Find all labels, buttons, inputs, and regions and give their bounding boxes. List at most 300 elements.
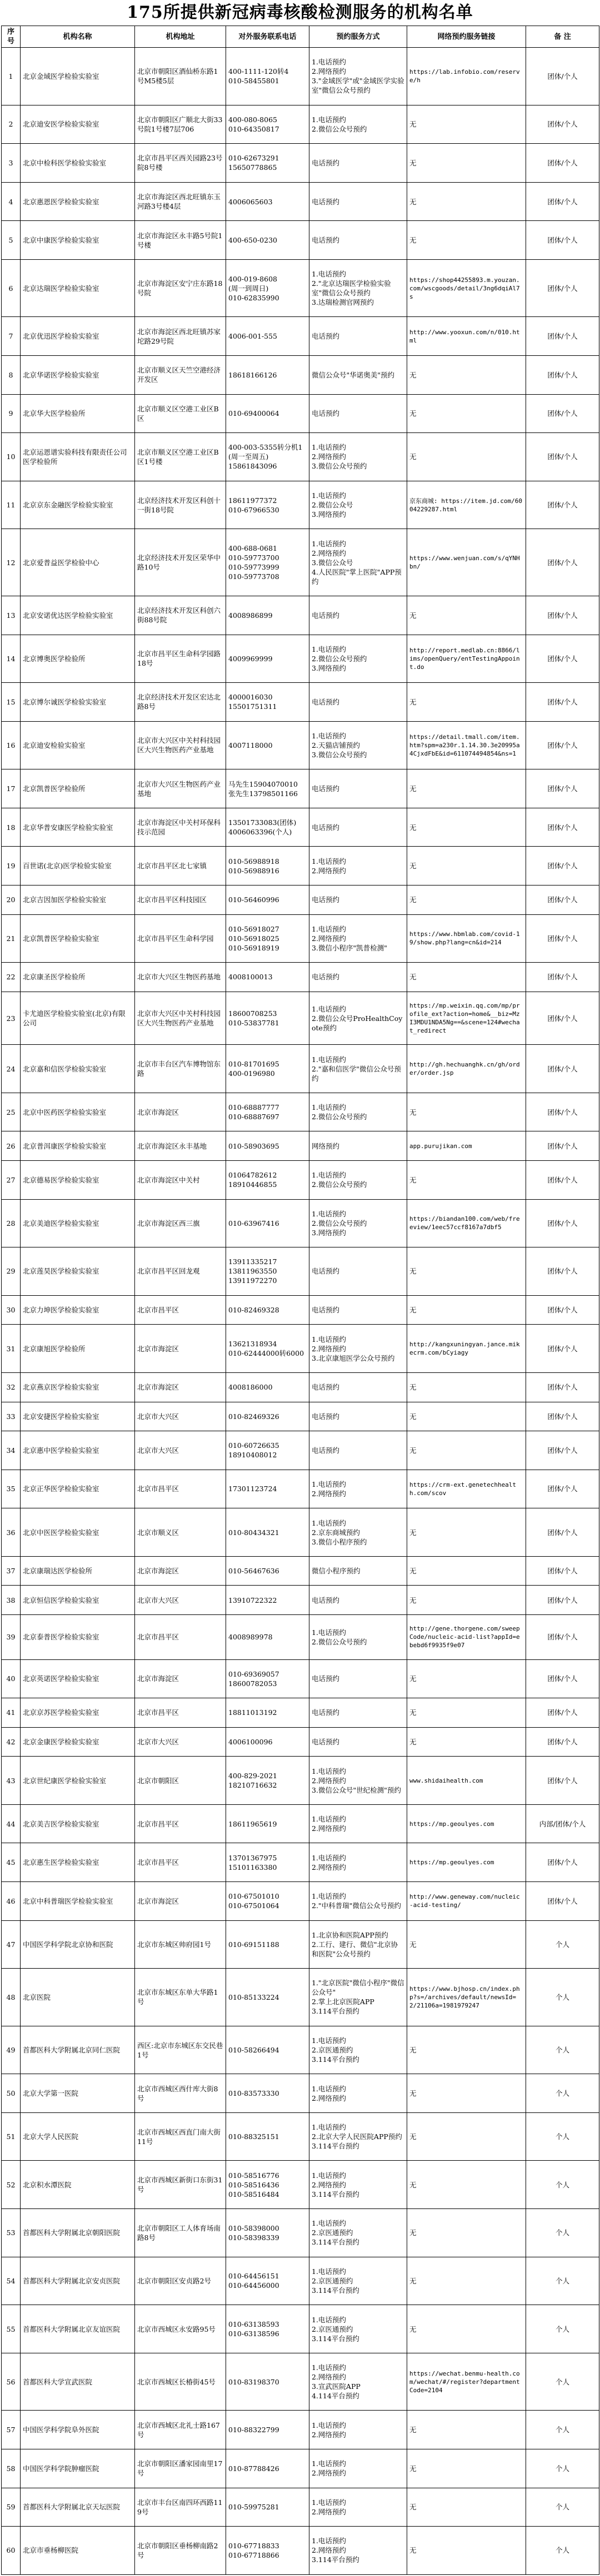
cell-method-line: 电话预约	[312, 1383, 340, 1392]
cell-method	[309, 1508, 407, 1557]
cell-phone-line: 010-56918025	[228, 934, 279, 943]
cell-link[interactable]: https://mp.geoulyes.com	[407, 1843, 526, 1882]
cell-no: 50	[2, 2074, 21, 2113]
cell-note: 团体/个人	[526, 683, 599, 722]
cell-note: 团体/个人	[526, 1727, 599, 1757]
cell-method	[309, 1295, 407, 1325]
cell-address: 北京市昌平区生命科学园	[135, 914, 226, 963]
table-row	[2, 1508, 599, 1557]
cell-phone-line: 15650778865	[228, 163, 277, 172]
cell-no: 24	[2, 1045, 21, 1093]
cell-phone-line: 400-080-8065	[228, 115, 277, 124]
cell-address: 北京市西城区北礼士路167号	[135, 2411, 226, 2449]
cell-phone	[226, 1882, 309, 1921]
cell-address: 北京市西城区长椿街45号	[135, 2353, 226, 2411]
cell-method-line: 1.电话预约	[312, 1480, 346, 1488]
cell-no: 37	[2, 1556, 21, 1586]
cell-name: 北京华大医学检验所	[21, 394, 135, 433]
cell-phone-line: 18611977372	[228, 496, 277, 505]
cell-phone	[226, 259, 309, 317]
table-row	[2, 1920, 599, 1969]
cell-method	[309, 769, 407, 808]
cell-link: 无	[407, 2257, 526, 2305]
table-row	[2, 992, 599, 1045]
cell-no: 46	[2, 1882, 21, 1921]
table-row	[2, 1843, 599, 1882]
header-no: 序号	[2, 26, 21, 48]
cell-no: 10	[2, 433, 21, 481]
cell-no: 56	[2, 2353, 21, 2411]
cell-note: 团体/个人	[526, 221, 599, 260]
cell-method-line: 3.114平台预约	[312, 2238, 359, 2247]
cell-method-line: 2.微信公众号预约	[312, 1180, 367, 1189]
cell-link: 无	[407, 1920, 526, 1969]
cell-note: 团体/个人	[526, 992, 599, 1045]
cell-link: 无	[407, 182, 526, 221]
cell-method	[309, 1659, 407, 1698]
cell-phone-line: 010-64456151	[228, 2272, 279, 2281]
cell-note: 个人	[526, 1969, 599, 2026]
cell-phone-line: 010-88325151	[228, 2132, 279, 2141]
cell-name: 北京金康医学检验实验室	[21, 1727, 135, 1757]
cell-address: 北京市西城区永安路95号	[135, 2305, 226, 2353]
cell-link[interactable]: https://www.hbmlab.com/covid-19/show.php?lang=cn&id=214	[407, 914, 526, 963]
cell-note: 团体/个人	[526, 529, 599, 596]
cell-address: 北京市海淀区中关村环保科技示范园	[135, 808, 226, 847]
cell-note: 团体/个人	[526, 1131, 599, 1161]
cell-method-line: 2.网络预约	[312, 1776, 346, 1785]
cell-method-line: 1.电话预约	[312, 2421, 346, 2429]
table-row	[2, 963, 599, 992]
cell-address: 北京市海淀区	[135, 1556, 226, 1586]
table-row	[2, 2209, 599, 2257]
cell-link[interactable]: www.shidaihealth.com	[407, 1757, 526, 1805]
cell-method-line: 电话预约	[312, 1596, 340, 1604]
cell-link[interactable]: http://gh.hechuanghk.cn/gh/order/order.jsp	[407, 1045, 526, 1093]
cell-method	[309, 259, 407, 317]
cell-name: 北京英诺医学检验实验室	[21, 1659, 135, 1698]
cell-link[interactable]: http://gene.thorgene.com/sweepCode/nucleic-acid-list?appId=ebebd6f9935f9e07	[407, 1614, 526, 1659]
table-row	[2, 1402, 599, 1431]
cell-method	[309, 1161, 407, 1200]
cell-note: 团体/个人	[526, 356, 599, 395]
cell-link[interactable]: https://shop44255893.m.youzan.com/wscgoods/detail/3ng6dqiAl7s	[407, 259, 526, 317]
cell-link: 无	[407, 1247, 526, 1296]
cell-method-line: 3.114平台预约	[312, 2055, 359, 2064]
cell-phone	[226, 1969, 309, 2026]
table-row	[2, 1131, 599, 1161]
cell-no: 11	[2, 481, 21, 529]
cell-method-line: 1.电话预约	[312, 270, 346, 279]
cell-address: 北京市朝阳区垂杨柳南路2号	[135, 2527, 226, 2575]
cell-address: 北京市丰台区汽车博物馆东路	[135, 1045, 226, 1093]
cell-phone-line: 4006-001-555	[228, 332, 277, 341]
cell-method-line: 2.京医通预约	[312, 2276, 353, 2285]
cell-phone-line: 010-62444000转6000	[228, 1349, 304, 1358]
table-row	[2, 481, 599, 529]
cell-phone	[226, 1247, 309, 1296]
cell-address: 北京市海淀区	[135, 1093, 226, 1131]
cell-phone-line: 4000016030	[228, 693, 273, 702]
cell-method-line: 2.工行、建行、微信"北京协和医院"公众号预约	[312, 1940, 398, 1958]
cell-note: 个人	[526, 2257, 599, 2305]
table-row	[2, 721, 599, 769]
cell-method-line: 1.北京协和医院APP预约	[312, 1930, 388, 1939]
cell-address: 北京市朝阳区酒仙桥东路1号M5楼5层	[135, 48, 226, 105]
cell-method	[309, 914, 407, 963]
cell-note: 团体/个人	[526, 721, 599, 769]
cell-link[interactable]: app.purujikan.com	[407, 1131, 526, 1161]
cell-phone	[226, 144, 309, 183]
cell-note: 个人	[526, 2488, 599, 2527]
cell-phone-line: 010-59773700	[228, 554, 279, 562]
cell-no: 13	[2, 596, 21, 635]
cell-phone	[226, 2161, 309, 2209]
cell-phone	[226, 1920, 309, 1969]
cell-no: 43	[2, 1757, 21, 1805]
cell-phone	[226, 2305, 309, 2353]
cell-method	[309, 721, 407, 769]
cell-method	[309, 1402, 407, 1431]
cell-phone	[226, 1161, 309, 1200]
cell-phone-line: 18611965619	[228, 1819, 277, 1828]
cell-no: 14	[2, 635, 21, 683]
cell-phone	[226, 1093, 309, 1131]
cell-method-line: 3.微信公众号预约	[312, 750, 367, 759]
table-row	[2, 885, 599, 914]
cell-phone	[226, 2449, 309, 2488]
cell-no: 54	[2, 2257, 21, 2305]
cell-phone-line: 400-003-5355转分机1	[228, 443, 303, 452]
cell-name: 北京运恩谱实验科技有限责任公司医学检验所	[21, 433, 135, 481]
cell-method-line: 3.微信公众号"世纪检测"预约	[312, 1785, 401, 1794]
cell-method	[309, 529, 407, 596]
cell-note: 团体/个人	[526, 1843, 599, 1882]
cell-name: 北京博尔诚医学检验实验室	[21, 683, 135, 722]
cell-phone	[226, 48, 309, 105]
cell-method	[309, 394, 407, 433]
table-row	[2, 847, 599, 886]
cell-phone-line: 400-650-0230	[228, 236, 277, 245]
cell-method	[309, 2074, 407, 2113]
cell-phone-line: 010-88322799	[228, 2426, 279, 2434]
cell-note: 个人	[526, 2305, 599, 2353]
cell-method-line: 2.京医通预约	[312, 2228, 353, 2237]
cell-phone-line: 4008100013	[228, 973, 273, 982]
cell-method-line: 2.网络预约	[312, 934, 346, 943]
cell-no: 29	[2, 1247, 21, 1296]
cell-no: 60	[2, 2527, 21, 2575]
cell-method-line: 1.电话预约	[312, 491, 346, 500]
cell-phone-line: 010-56467636	[228, 1567, 279, 1576]
cell-method-line: 电话预约	[312, 784, 340, 793]
cell-method	[309, 1920, 407, 1969]
cell-method-line: 3.网络预约	[312, 1228, 346, 1237]
cell-name: 北京康旭医学检验所	[21, 1325, 135, 1373]
cell-phone	[226, 221, 309, 260]
cell-link[interactable]: http://www.geneway.com/nucleic-acid-testing/	[407, 1882, 526, 1921]
cell-link[interactable]: https://mp.geoulyes.com	[407, 1804, 526, 1843]
cell-phone	[226, 1470, 309, 1508]
cell-no: 40	[2, 1659, 21, 1698]
cell-name: 首都医科大学宣武医院	[21, 2353, 135, 2411]
cell-phone-line: 13911972270	[228, 1276, 277, 1285]
cell-no: 39	[2, 1614, 21, 1659]
cell-phone	[226, 182, 309, 221]
cell-phone	[226, 635, 309, 683]
cell-method-line: 微信公众号"华诺奥美"预约	[312, 370, 394, 379]
cell-phone-line: 010-81701695	[228, 1060, 279, 1069]
cell-phone	[226, 596, 309, 635]
cell-note: 团体/个人	[526, 1295, 599, 1325]
cell-method	[309, 992, 407, 1045]
cell-method	[309, 2305, 407, 2353]
cell-phone	[226, 1727, 309, 1757]
cell-phone	[226, 1659, 309, 1698]
cell-name: 中国医学科学院肿瘤医院	[21, 2449, 135, 2488]
cell-address: 北京市东城区帅府园1号	[135, 1920, 226, 1969]
cell-method-line: 1.电话预约	[312, 1518, 346, 1527]
cell-note: 团体/个人	[526, 1247, 599, 1296]
cell-phone	[226, 1698, 309, 1728]
cell-method	[309, 48, 407, 105]
cell-note: 团体/个人	[526, 1586, 599, 1615]
cell-method-line: 1."北京医院"微信小程序"微信公众号"	[312, 1979, 404, 1997]
cell-link[interactable]: 京东商城: https://item.jd.com/6004229287.html	[407, 481, 526, 529]
cell-method	[309, 144, 407, 183]
cell-link[interactable]: https://lab.infobio.com/reserve/h	[407, 48, 526, 105]
cell-method-line: 1.电话预约	[312, 1055, 346, 1064]
cell-link: 无	[407, 1586, 526, 1615]
cell-no: 2	[2, 105, 21, 144]
cell-method-line: 3.宣武医院APP	[312, 2382, 361, 2391]
cell-name: 北京惠中医学检验实验室	[21, 1431, 135, 1470]
cell-name: 中国医学科学院北京协和医院	[21, 1920, 135, 1969]
cell-link[interactable]: http://kangxuningyan.jance.mikecrm.com/bCyiagy	[407, 1325, 526, 1373]
cell-link: 无	[407, 2305, 526, 2353]
cell-method	[309, 1556, 407, 1586]
cell-link: 无	[407, 2074, 526, 2113]
header-phone: 对外服务联系电话	[226, 26, 309, 48]
cell-note: 个人	[526, 2074, 599, 2113]
cell-phone	[226, 2488, 309, 2527]
cell-method	[309, 1247, 407, 1296]
cell-link: 无	[407, 2488, 526, 2527]
cell-note: 团体/个人	[526, 1402, 599, 1431]
cell-phone-line: 4007118000	[228, 741, 273, 749]
cell-phone	[226, 1431, 309, 1470]
cell-note: 团体/个人	[526, 48, 599, 105]
cell-address: 北京市海淀区中关村	[135, 1161, 226, 1200]
cell-link[interactable]: https://www.bjhosp.cn/index.php?s=/archives/default/newsId=2/21106a=1981979247	[407, 1969, 526, 2026]
cell-no: 47	[2, 1920, 21, 1969]
cell-phone	[226, 769, 309, 808]
cell-note: 团体/个人	[526, 847, 599, 886]
cell-phone-line: 15101163380	[228, 1863, 277, 1871]
cell-name: 北京迪安医学检验实验室	[21, 105, 135, 144]
cell-address: 北京市海淀区	[135, 1325, 226, 1373]
cell-phone-line: 010-58516776	[228, 2171, 279, 2180]
cell-no: 17	[2, 769, 21, 808]
cell-link: 无	[407, 394, 526, 433]
cell-phone	[226, 847, 309, 886]
cell-method-line: 电话预约	[312, 973, 340, 982]
cell-note: 团体/个人	[526, 182, 599, 221]
cell-method-line: 3.114平台预约	[312, 2286, 359, 2295]
cell-no: 1	[2, 48, 21, 105]
cell-method-line: 2.网络预约	[312, 452, 346, 461]
cell-method-line: 电话预约	[312, 895, 340, 904]
cell-name: 北京惠恩医学检验实验室	[21, 182, 135, 221]
header-method: 预约服务方式	[309, 26, 407, 48]
cell-method-line: 1.电话预约	[312, 1209, 346, 1218]
cell-link[interactable]: https://mp.weixin.qq.com/mp/profile_ext?action=home&__biz=MzI3MDU1NDA5Ng==&scene=124#wechat_redirect	[407, 992, 526, 1045]
cell-phone-line: 400-688-0681	[228, 544, 277, 553]
table-row	[2, 2074, 599, 2113]
cell-method-line: 微信小程序预约	[312, 1567, 361, 1576]
cell-link: 无	[407, 2112, 526, 2161]
cell-name: 北京燕京医学检验实验室	[21, 1372, 135, 1402]
cell-link[interactable]: https://detail.tmall.com/item.htm?spm=a230r.1.14.30.3e20995a4CjxdFbE&id=611074494854&ns=1	[407, 721, 526, 769]
cell-method-line: 1.电话预约	[312, 2084, 346, 2093]
cell-note: 团体/个人	[526, 1199, 599, 1247]
cell-phone	[226, 1757, 309, 1805]
cell-phone-line: 010-82469326	[228, 1412, 279, 1421]
cell-phone	[226, 808, 309, 847]
cell-method-line: 电话预约	[312, 1412, 340, 1421]
cell-method	[309, 1614, 407, 1659]
cell-note: 团体/个人	[526, 433, 599, 481]
cell-note: 个人	[526, 2112, 599, 2161]
cell-name: 北京泰普医学检验实验室	[21, 1614, 135, 1659]
cell-name: 北京美吉医学检验实验室	[21, 1804, 135, 1843]
cell-name: 首都医科大学附属北京友谊医院	[21, 2305, 135, 2353]
cell-address: 北京市顺义区空港工业区B区1号楼	[135, 433, 226, 481]
cell-name: 北京嘉和信医学检验实验室	[21, 1045, 135, 1093]
cell-phone-line: 010-58398339	[228, 2233, 279, 2242]
header-note: 备 注	[526, 26, 599, 48]
cell-address: 北京市东城区东单大华路1号	[135, 1969, 226, 2026]
cell-address: 北京经济技术开发区荣华中路10号	[135, 529, 226, 596]
cell-no: 31	[2, 1325, 21, 1373]
cell-method-line: 3."金域医学"或"金域医学实验室"微信公众号预约	[312, 77, 404, 95]
cell-phone-line: 18910408012	[228, 1451, 277, 1460]
cell-link: 无	[407, 1372, 526, 1402]
cell-link: 无	[407, 433, 526, 481]
cell-address: 北京市昌平区	[135, 1698, 226, 1728]
table-row	[2, 1757, 599, 1805]
cell-link[interactable]: https://wechat.benmu-health.com/wechat/#/register?departmentCode=2104	[407, 2353, 526, 2411]
cell-address: 北京市海淀区西北旺镇苏家坨路29号院	[135, 317, 226, 356]
cell-link: 无	[407, 2161, 526, 2209]
table-row	[2, 1586, 599, 1615]
cell-method	[309, 433, 407, 481]
cell-no: 48	[2, 1969, 21, 2026]
cell-note: 团体/个人	[526, 1431, 599, 1470]
cell-address: 北京市昌平区	[135, 1614, 226, 1659]
cell-no: 20	[2, 885, 21, 914]
cell-no: 21	[2, 914, 21, 963]
cell-method-line: 电话预约	[312, 1737, 340, 1746]
cell-phone-line: 010-58266494	[228, 2046, 279, 2055]
cell-name: 北京积水潭医院	[21, 2161, 135, 2209]
cell-phone-line: 13811963550	[228, 1267, 277, 1276]
cell-method-line: 2.网络预约	[312, 1344, 346, 1353]
cell-phone-line: 13701367975	[228, 1853, 277, 1862]
cell-no: 18	[2, 808, 21, 847]
cell-note: 团体/个人	[526, 1325, 599, 1373]
cell-method-line: 2.网络预约	[312, 2180, 346, 2189]
header-link: 网络预约服务链接	[407, 26, 526, 48]
cell-no: 42	[2, 1727, 21, 1757]
cell-phone-line: 010-80434321	[228, 1528, 279, 1537]
cell-no: 22	[2, 963, 21, 992]
cell-method	[309, 2209, 407, 2257]
cell-phone-line: 010-68887697	[228, 1113, 279, 1121]
cell-phone-line: 010-67718833	[228, 2541, 279, 2550]
cell-link[interactable]: http://report.medlab.cn:8866/lims/openQuery/entTestingAppoint.do	[407, 635, 526, 683]
cell-method	[309, 1131, 407, 1161]
header-name: 机构名称	[21, 26, 135, 48]
cell-phone-line: 13501733083(团体)	[228, 818, 297, 827]
cell-phone-line: 18210716632	[228, 1781, 277, 1790]
cell-method-line: 2.网络预约	[312, 1863, 346, 1871]
cell-method-line: 3.114平台预约	[312, 2555, 359, 2564]
cell-method-line: 1.电话预约	[312, 2315, 346, 2324]
cell-no: 53	[2, 2209, 21, 2257]
cell-no: 44	[2, 1804, 21, 1843]
cell-link[interactable]: https://www.wenjuan.com/s/qYNHbn/	[407, 529, 526, 596]
cell-method-line: 1.电话预约	[312, 2219, 346, 2228]
cell-method-line: 电话预约	[312, 1306, 340, 1315]
cell-phone-line: (周一至周五)	[228, 452, 269, 461]
cell-method	[309, 182, 407, 221]
cell-phone-line: 010-63138593	[228, 2320, 279, 2328]
cell-method	[309, 1431, 407, 1470]
table-header-row	[2, 26, 599, 48]
cell-name: 首都医科大学附属北京天坛医院	[21, 2488, 135, 2527]
document-title: 175所提供新冠病毒核酸检测服务的机构名单	[127, 3, 473, 22]
cell-method	[309, 2026, 407, 2074]
cell-name: 北京大学人民医院	[21, 2112, 135, 2161]
cell-method-line: 电话预约	[312, 1446, 340, 1455]
cell-link[interactable]: http://www.yooxun.com/n/010.html	[407, 317, 526, 356]
cell-note: 团体/个人	[526, 808, 599, 847]
cell-link: 无	[407, 1402, 526, 1431]
cell-method-line: 1.电话预约	[312, 857, 346, 866]
cell-phone	[226, 529, 309, 596]
cell-phone	[226, 2026, 309, 2074]
cell-no: 4	[2, 182, 21, 221]
cell-phone-line: 010-67718866	[228, 2550, 279, 2559]
cell-method	[309, 1843, 407, 1882]
cell-note: 团体/个人	[526, 259, 599, 317]
cell-note: 团体/个人	[526, 1508, 599, 1557]
table-row	[2, 2527, 599, 2575]
cell-method-line: 3.北京康旭医学公众号预约	[312, 1354, 395, 1362]
cell-link[interactable]: https://crm-ext.genetechhealth.com/scov	[407, 1470, 526, 1508]
cell-address: 北京市顺义区	[135, 1508, 226, 1557]
table-row	[2, 635, 599, 683]
cell-link[interactable]: https://biandan100.com/web/freeview/1eec57ccf8167a7dbf5	[407, 1199, 526, 1247]
cell-method-line: 2.网络预约	[312, 549, 346, 557]
cell-no: 33	[2, 1402, 21, 1431]
cell-phone	[226, 356, 309, 395]
cell-no: 55	[2, 2305, 21, 2353]
cell-phone-line: 010-83573330	[228, 2089, 279, 2098]
cell-name: 北京中医药医学检验实验室	[21, 1093, 135, 1131]
cell-phone-line: 010-59975281	[228, 2503, 279, 2512]
